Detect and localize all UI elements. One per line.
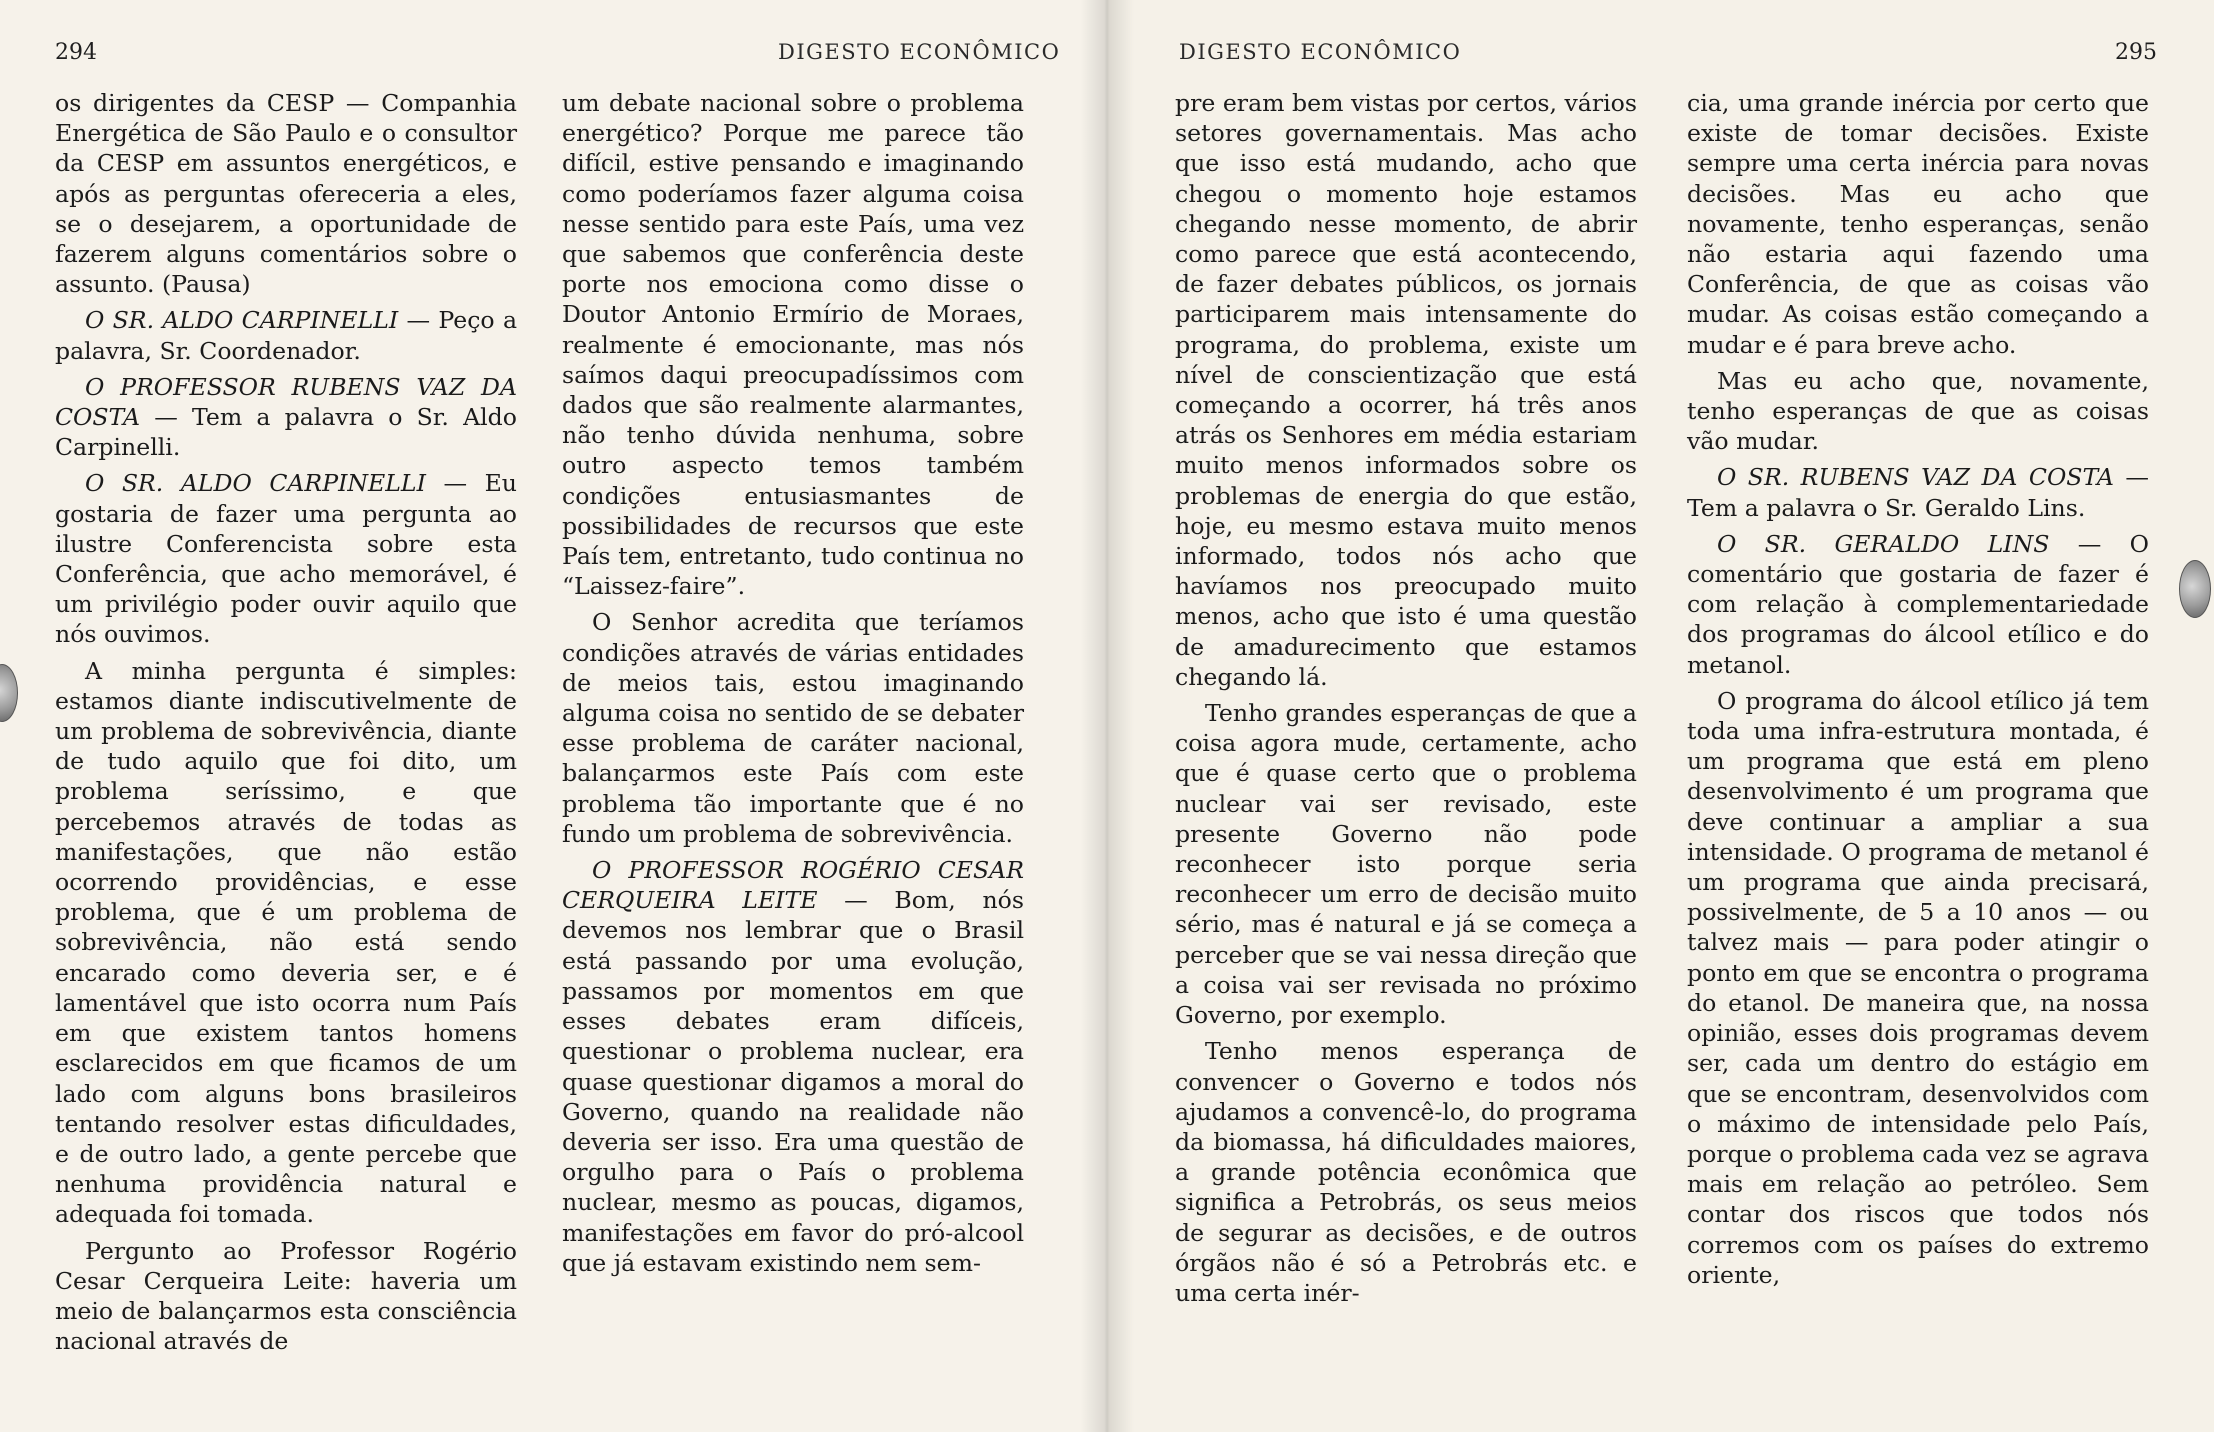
paragraph-text: um debate nacional sobre o problema energético? Porque me parece tão difícil, estive pensando e imaginando como poderíamos fazer alguma coisa nesse sentido para este País, uma vez que sabemos que conferência deste porte nos emociona como disse o Doutor Antonio Ermírio de Moraes, realmente é emocionante, mas nós saímos daqui preocupadíssimos com dados que são realmente alarmantes, não tenho dúvida nenhuma, sobre outro aspecto temos também condições entusiasmantes de possibilidades de recursos que este País tem, entretanto, tudo continua no “Laissez-faire”.: [562, 89, 1024, 601]
paragraph: [1175, 88, 1637, 692]
paragraph: [562, 88, 1024, 601]
paragraph: [55, 656, 517, 1230]
speaker-name: O SR. RUBENS VAZ DA COSTA: [1717, 463, 2114, 492]
page-number: 295: [2115, 40, 2157, 65]
paragraph: [1687, 366, 2149, 457]
paragraph-text: — O comentário que gostaria de fazer é com relação à complementariedade dos programas do álcool etílico e do metanol.: [1687, 529, 2150, 679]
speaker-paragraph: [562, 855, 1024, 1278]
running-header: DIGESTO ECONÔMICO: [1179, 40, 1462, 64]
page-number: 294: [55, 40, 97, 65]
paragraph-text: — Tem a palavra o Sr. Geraldo Lins.: [1687, 463, 2150, 522]
paragraph-text: Tenho grandes esperanças de que a coisa agora mude, certamente, acho que é quase certo que o problema nuclear vai ser revisado, este presente Governo não pode reconhecer isto porque seria reconhecer um erro de decisão muito sério, mas é natural e já se começa a perceber que se vai nessa direção que a coisa vai ser revisada no próximo Governo, por exemplo.: [1175, 699, 1637, 1030]
speaker-paragraph: [55, 468, 517, 649]
column: [562, 88, 1024, 1278]
speaker-paragraph: [55, 372, 517, 463]
paragraph-text: — Eu gostaria de fazer uma pergunta ao ilustre Conferencista sobre esta Conferência, que acho memorável, é um privilégio poder ouvir aquilo que nós ouvimos.: [55, 469, 518, 649]
paragraph-text: — Peço a palavra, Sr. Coordenador.: [55, 306, 518, 365]
gutter-shadow: [1080, 0, 1134, 1432]
paragraph-text: — Tem a palavra o Sr. Aldo Carpinelli.: [55, 403, 517, 462]
speaker-name: O SR. ALDO CARPINELLI: [85, 306, 399, 335]
paragraph-text: Tenho menos esperança de convencer o Governo e todos nós ajudamos a convencê-lo, do programa da biomassa, há dificuldades maiores, a grande potência econômica que significa a Petrobrás, os seus meios de segurar as decisões, e de outros órgãos não é só a Petrobrás etc. e uma certa inér-: [1175, 1037, 1637, 1307]
running-header: DIGESTO ECONÔMICO: [778, 40, 1061, 64]
paragraph: [1687, 686, 2149, 1290]
column: [55, 88, 517, 1356]
speaker-paragraph: [1687, 462, 2149, 522]
speaker-paragraph: [1687, 529, 2149, 680]
speaker-name: O PROFESSOR RUBENS VAZ DA COSTA: [55, 372, 517, 432]
paragraph: [55, 1236, 517, 1357]
paragraph: [1175, 698, 1637, 1030]
paragraph-text: os dirigentes da CESP — Companhia Energética de São Paulo e o consultor da CESP em assuntos energéticos, e após as perguntas ofereceria a eles, se o desejarem, a oportunidade de fazerem alguns comentários sobre o assunto. (Pausa): [55, 89, 517, 299]
paragraph-text: — Bom, nós devemos nos lembrar que o Brasil está passando por uma evolução, passamos por momentos em que esses debates eram difíceis, questionar o problema nuclear, era quase questionar digamos a moral do Governo, quando na realidade não deveria ser isso. Era uma questão de orgulho para o País o problema nuclear, mesmo as poucas, digamos, manifestações em favor do pró-alcool que já estavam existindo nem sem-: [562, 886, 1024, 1277]
column: [1175, 88, 1637, 1308]
speaker-name: O PROFESSOR ROGÉRIO CESAR CERQUEIRA LEITE: [562, 856, 1024, 915]
paragraph: [562, 607, 1024, 849]
right-page: [1107, 0, 2214, 1432]
paragraph: [1687, 88, 2149, 360]
paragraph: [55, 88, 517, 299]
speaker-paragraph: [55, 305, 517, 365]
paragraph-text: Mas eu acho que, novamente, tenho esperanças de que as coisas vão mudar.: [1687, 366, 2149, 456]
paragraph-text: O Senhor acredita que teríamos condições através de várias entidades de meios tais, estou imaginando alguma coisa no sentido de se debater esse problema de caráter nacional, balançarmos este País com este problema tão importante que é no fundo um problema de sobrevivência.: [562, 608, 1024, 848]
speaker-name: O SR. GERALDO LINS: [1717, 529, 2050, 558]
paragraph-text: Pergunto ao Professor Rogério Cesar Cerqueira Leite: haveria um meio de balançarmos esta consciência nacional através de: [55, 1236, 517, 1356]
page-tab-marker: [2179, 560, 2211, 618]
paragraph-text: pre eram bem vistas por certos, vários setores governamentais. Mas acho que isso está mudando, acho que chegou o momento hoje estamos chegando nesse momento, de abrir como parece que está acontecendo, de fazer debates públicos, os jornais participarem mais intensamente do programa, do problema, existe um nível de conscientização que está começando a ocorrer, há três anos atrás os Senhores em média estariam muito menos informados sobre os problemas de energia do que estão, hoje, eu mesmo estava muito menos informado, todos nós acho que havíamos nos preocupado muito menos, acho que isto é uma questão de amadurecimento que estamos chegando lá.: [1175, 89, 1637, 691]
speaker-name: O SR. ALDO CARPINELLI: [85, 469, 426, 498]
page-tab-marker: [0, 664, 18, 722]
paragraph-text: O programa do álcool etílico já tem toda uma infra-estrutura montada, é um programa que está em pleno desenvolvimento é um programa que deve continuar a ampliar a sua intensidade. O programa de metanol é um programa que ainda precisará, possivelmente, de 5 a 10 anos — ou talvez mais — para poder atingir o ponto em que se encontra o programa do etanol. De maneira que, na nossa opinião, esses dois programas devem ser, cada um dentro do estágio em que se encontram, desenvolvidos com o máximo de intensidade pelo País, porque o problema cada vez se agrava mais em relação ao petróleo. Sem contar dos riscos que todos nós corremos com os países do extremo oriente,: [1687, 686, 2149, 1289]
paragraph-text: A minha pergunta é simples: estamos diante indiscutivelmente de um problema de sobrevivência, diante de tudo aquilo que foi dito, um problema seríssimo, e que percebemos através de todas as manifestações, que não estão ocorrendo providências, e esse problema, que é um problema de sobrevivência, não está sendo encarado como deveria ser, e é lamentável que isto ocorra num País em que existem tantos homens esclarecidos em que ficamos de um lado com alguns bons brasileiros tentando resolver estas dificuldades, e de outro lado, a gente percebe que nenhuma providência natural e adequada foi tomada.: [55, 656, 517, 1229]
paragraph-text: cia, uma grande inércia por certo que existe de tomar decisões. Existe sempre uma certa inércia para novas decisões. Mas eu acho que novamente, tenho esperanças, senão não estaria aqui fazendo uma Conferência, de que as coisas vão mudar. As coisas estão começando a mudar e é para breve acho.: [1687, 89, 2149, 359]
paragraph: [1175, 1036, 1637, 1308]
column: [1687, 88, 2149, 1290]
